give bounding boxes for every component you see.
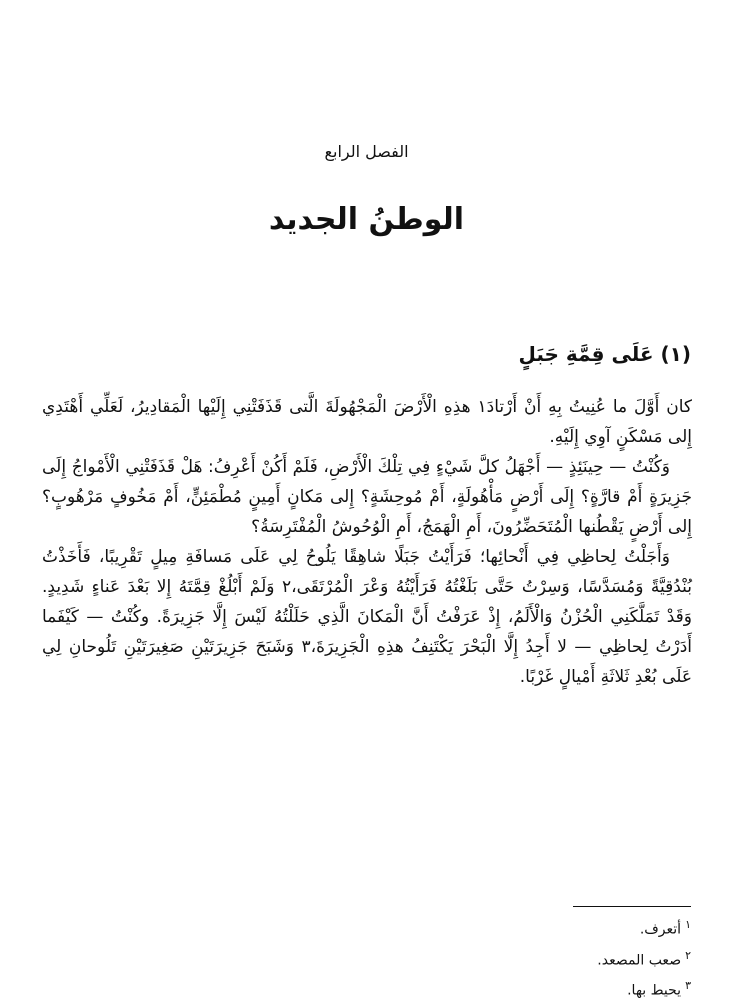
paragraph: وَكُنْتُ — حِينَئِذٍ — أَجْهَلُ كلَّ شَيْءٍ فِي تِلْكَ الْأَرْضِ، فَلَمْ أَكُنْ أَعْرِفُ: هَلْ قَذَفَتْنِي الْأَمْواجُ إِلَى جَزِيرَةٍ أَمْ قارَّةٍ؟ إِلَى أَرْضٍ مَأْهُولَةٍ، أَمْ مُوحِشَةٍ؟ إِلى مَكانٍ أَمِينٍ مُطْمَئِنٍّ، أَمْ مَخُوفٍ مَرْهُوبٍ؟ إِلى أَرْضٍ يَقْطُنها الْمُتَحَضِّرُونَ، أَمِ الْهَمَجُ، أَمِ الْوُحُوشُ الْمُفْتَرِسَةُ؟: [42, 457, 692, 537]
footnote-number: ١: [685, 918, 691, 931]
footnotes: [391, 912, 691, 1004]
body-text: [42, 392, 692, 692]
paragraph: وَأَجَلْتُ لِحاظِي فِي أَنْحائِها؛ فَرَأَيْتُ جَبَلًا شاهِقًا يَلُوحُ لِي عَلَى مَسافَةِ مِيلٍ تَقْرِيبًا، فَأَخَذْتُ بُنْدُقِيَّةً وَمُسَدَّسًا، وَسِرْتُ حَتَّى بَلَغْتُهُ فَرَأَيْتُهُ وَعْرَ الْمُرْتَقَى،٢ وَلَمْ أَبْلُغْ قِمَّتَهُ إِلا بَعْدَ عَناءٍ شَدِيدٍ. وَقَدْ تَمَلَّكَنِي الْحُزْنُ وَالْأَلَمُ، إِذْ عَرَفْتُ أَنَّ الْمَكانَ الَّذِي حَلَلْتُهُ لَيْسَ إِلَّا جَزِيرَةً. وكُنْتُ — كَيْفَما أَدَرْتُ لِحاظِي — لا أَجِدُ إِلَّا الْبَحْرَ يَكْتَنِفُ هذِهِ الْجَزِيرَةَ،٣ وَشَبَحَ جَزِيرَتَيْنِ صَغِيرَتَيْنِ تَلُوحانِ لِي عَلَى بُعْدِ ثَلاثَةِ أَمْيالٍ غَرْبًا.: [42, 547, 692, 687]
footnote-separator: [573, 906, 691, 907]
section-heading: (١) عَلَى قِمَّةِ جَبَلٍ: [518, 342, 691, 366]
footnote: [391, 912, 691, 943]
footnote-number: ٢: [685, 948, 691, 962]
footnote-text: صعب المصعد.: [597, 952, 682, 969]
footnote-text: أتعرف.: [639, 921, 682, 938]
footnote: [391, 973, 691, 1004]
chapter-title: الوطنُ الجديد: [268, 202, 465, 237]
footnote: [391, 943, 691, 974]
paragraph: كان أَوَّلَ ما عُنِيتُ بِهِ أَنْ أَرْتادَ١ هذِهِ الْأَرْضَ الْمَجْهُولَةَ الَّتى قَذَفَتْنِي إِلَيْها الْمَقادِيرُ، لَعَلِّي أَهْتَدِي إِلى مَسْكَنٍ آوِي إِلَيْهِ.: [42, 397, 692, 447]
footnote-text: يحيط بها.: [627, 982, 682, 999]
chapter-label: الفصل الرابع: [324, 142, 409, 161]
footnote-number: ٣: [685, 979, 691, 993]
